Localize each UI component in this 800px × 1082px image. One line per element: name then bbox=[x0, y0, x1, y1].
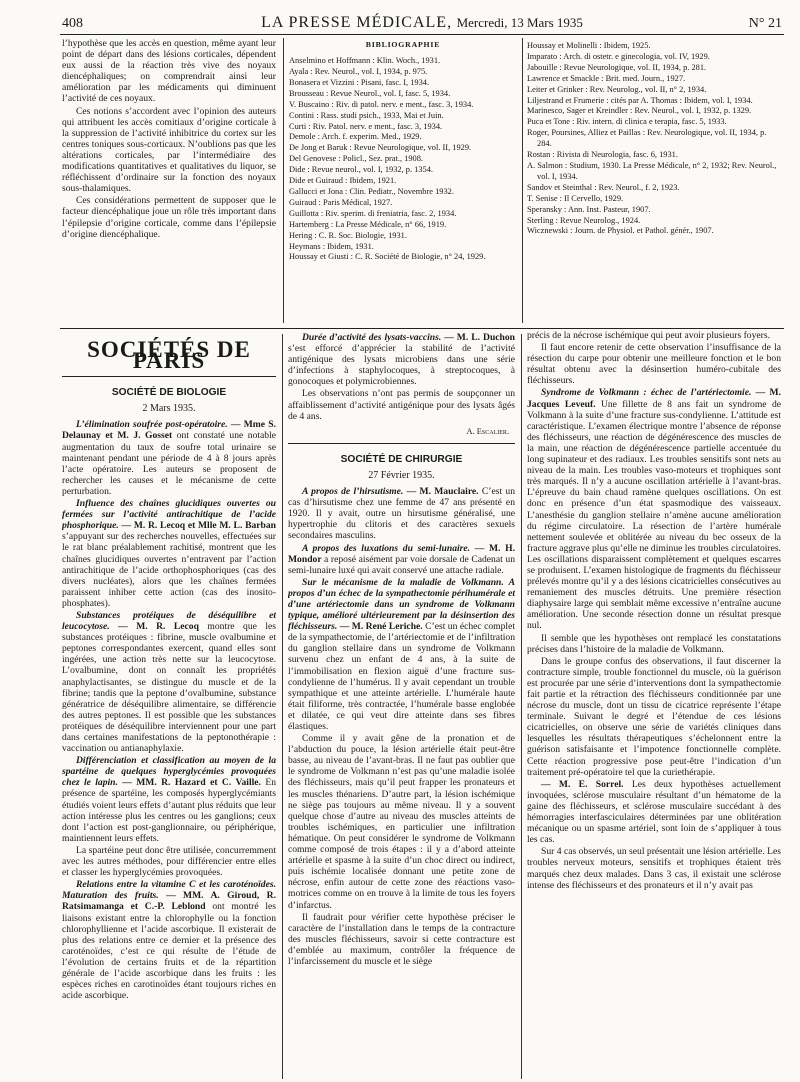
header-rule bbox=[60, 34, 784, 35]
bibliography-entry: Ayala : Rev. Neurol., vol. I, 1934, p. 975. bbox=[289, 67, 428, 76]
communication bbox=[62, 845, 276, 878]
communication bbox=[62, 419, 276, 497]
society-heading: SOCIÉTÉ DE BIOLOGIE bbox=[111, 387, 227, 399]
communication-text: Il faudrait pour vérifier cette hypothèse préciser le caractère de l’installation dans le temps de la contracture des muscles fléchisseurs, savoir si cette contracture est d’emblée au maximum, contrôler la fréquence de l’infarcissement du muscle et le siège bbox=[288, 911, 515, 967]
bibliography-entry: Marinesco, Sager et Kreindler : Rev. Neurol., vol. I, 1932, p. 1329. bbox=[527, 106, 752, 116]
communication-text: Les deux hypothèses actuellement invoquées, sclérose musculaire résultant d’un hématome de la gaine des fléchisseurs, et sclérose musculaire succédant à des hémorragies interfasciculaires déterminées par une oblitération mécanique ou un spasme artériel, sont loin de s’appliquer à tous les cas. bbox=[527, 778, 781, 846]
bibliography-entry: Del Genovese : Policl., Sez. prat., 1908. bbox=[289, 154, 423, 164]
bibliography-entry: T. Senise : Il Cervello, 1929. bbox=[527, 193, 624, 203]
communication-text: ont montré les liaisons existant entre la chlorophylle ou la fonction chlorophyllienne et l’acide ascorbique. Il existerait de plus des relations entre ce dernier et la présence des caroténoïdes, c’est ce qui résulte de l’étude de l’évolution de certains fruits et de la répartition générale de l’acide ascorbique dans les fruits : les espèces riches en carotinoïdes étant toujours riches en acide ascorbique. bbox=[62, 901, 276, 1002]
communication-title: Relations entre la vitamine C et les caroténoïdes. Maturation des fruits. bbox=[62, 879, 276, 902]
page-number: 408 bbox=[62, 16, 83, 31]
communication-authors: — M. Mauclaire. bbox=[406, 486, 482, 498]
communication-authors: — M. H. Mondor bbox=[288, 542, 515, 565]
paragraph: l’hypothèse que les accès en question, même ayant leur point de départ dans des lésions corticales, dépendent eux aussi de la réaction très vive des noyaux diencéphaliques; on comprendrait ainsi leur amélioration par les médicaments qui diminuent l’activité de ces noyaux. bbox=[62, 38, 276, 105]
column-divider bbox=[522, 38, 523, 323]
communication bbox=[527, 633, 781, 655]
communication-text: montre que les substances protéiques : fibrine, muscle ovalbumine et peptones correspondantes exercent, quand elles sont ingérées, une action très nette sur la leucocytose. L’ovalbumine, dont on connaît les propriétés anaphylactisantes, se distingue du muscle et de la fibrine; tandis que la peptone d’ovalbumine, substance génératrice de déséquilibre alimentaire, se différencie des autres peptones. Il est possible que les substances protéiques de déséquilibre interviennent pour une part dans certaines manifestations de la peptonothérapie : vaccination ou antianaphylaxie. bbox=[62, 621, 276, 755]
title-rule bbox=[62, 376, 276, 377]
communications-list bbox=[62, 419, 276, 1001]
session-date: 27 Février 1935. bbox=[368, 469, 435, 481]
communication-text: La spartéine peut donc être utilisée, concurremment avec les autres méthodes, pour différencier entre elles et classer les hyperglycémies provoquées. bbox=[62, 844, 276, 879]
communication-text: C’est un cas d’hirsutisme chez une femme de 47 ans présenté en 1920. Il y avait, outre un hirsutisme généralisé, une hypertrophie du clitoris et des caractères sexuels secondaires masculins. bbox=[288, 486, 515, 542]
communication-title: L’élimination soufrée post-opératoire. bbox=[76, 419, 231, 431]
communication-text: précis de la nécrose ischémique qui peut avoir plusieurs foyers. bbox=[527, 330, 770, 341]
communication-title: A propos de l’hirsutisme. bbox=[302, 486, 407, 498]
society-heading: SOCIÉTÉ DE CHIRURGIE bbox=[340, 453, 463, 465]
communication bbox=[62, 610, 276, 754]
communication-text: Sur 4 cas observés, un seul présentait une lésion artérielle. Les troubles nerveux moteurs, sensitifs et trophiques étaient très marqués chez deux malades. Dans 3 cas, il existait une sclérose intense des fléchisseurs et des pronateurs et il n’y avait pas bbox=[527, 846, 781, 891]
communication-authors: — M. R. Lecoq bbox=[118, 621, 208, 633]
bibliography-entry: Jabouille : Revue Neurologique, vol. II, 1934, p. 281. bbox=[527, 62, 707, 72]
bibliography-entry: Guiraud : Paris Médical, 1927. bbox=[289, 197, 393, 207]
bibliography-entry: Sterling : Revue Neurolog., 1924. bbox=[527, 215, 641, 225]
bibliography-entry: Rostan : Rivista di Neurologia, fasc. 6, 1931. bbox=[527, 150, 678, 160]
bibliography-entry: Heymans : Ibidem, 1931. bbox=[289, 241, 374, 251]
separator-rule bbox=[288, 443, 515, 444]
communication-authors: — M. E. Sorrel. bbox=[541, 778, 632, 790]
section-rule bbox=[60, 328, 784, 329]
bibliography-entry: A. Salmon : Studium, 1930. La Presse Médicale, n° 2, 1932; Rev. Neurol., vol. I, 1934. bbox=[527, 160, 777, 181]
bibliography-entry: Liljestrand et Frumerie : cités par A. Thomas : Ibidem, vol. I, 1934. bbox=[527, 95, 753, 105]
communication-title: Influence des chaînes glucidiques ouvertes ou fermées sur l’activité antirachitique de l’acide phosphorique. bbox=[62, 498, 276, 532]
communication bbox=[527, 846, 781, 890]
communication-title: Sur le mécanisme de la maladie de Volkmann. A propos d’un échec de la sympathectomie périhumérale et d’une artériectomie dans un syndrome de Volkmann typique, amélioré ultérieurement par la désinsertion des fléchisseurs. bbox=[288, 576, 515, 633]
communication-text: En présence de spartéine, les composés hyperglycémiants étudiés voient leurs effets d’autant plus réduits que leur action intéresse plus les centres ou les ganglions; ceux dont l’action est post-ganglionnaire, ou périphérique, maintiennent leurs effets. bbox=[62, 777, 276, 844]
communication-text: a reposé aisément par voie dorsale de Cadenat un semi-lunaire luxé qui avait conservé une attache radiale. bbox=[288, 553, 515, 576]
signature: A. Escalier. bbox=[466, 426, 509, 436]
column-divider bbox=[283, 38, 284, 323]
communication bbox=[527, 779, 781, 846]
communication-text: s’appuyant sur des recherches nouvelles, effectuées sur le rat blanc préalablement rachitisé, montrent que les chaînes glucidiques ouvertes n’entravent par l’action antirachitique de l’acide orthophosphoriques (cas des divers nucléates), alors que les chaînes fermées paraissent inhiber cette action (cas des inosito-phosphates). bbox=[62, 531, 276, 609]
communication-text: Dans le groupe confus des observations, il faut discerner la contracture simple, trouble fonctionnel du muscle, où la guérison est procurée par une série d’interventions dont la sympathectomie fait partie et la rétraction des fléchisseurs conditionnée par une nécrose du muscle, dont un tissu de cicatrice représente l’étape terminale. Suivant le degré et l’étendue de ces lésions cicatricielles, on observe une série de variétés cliniques dans lesquelles les résultats thérapeutiques s’échelonnent entre la guérison satisfaisante et l’impotence fonctionnelle complète. Cette réaction progressive pose peut-être l’indication d’un traitement pré-opératoire tel que la curiethérapie. bbox=[527, 655, 781, 778]
communication bbox=[288, 486, 515, 541]
issue-date: Mercredi, 13 Mars 1935 bbox=[456, 15, 583, 30]
bibliography-list bbox=[289, 56, 517, 263]
bibliography-entry: Houssay et Giusti : C. R. Société de Biologie, n° 24, 1929. bbox=[289, 252, 486, 262]
communication-text: Il faut encore retenir de cette observation l’insuffisance de la résection du carpe pour obtenir une meilleure fonction et le bon résultat obtenu avec la désinsertion huméro-cubitale des fléchisseurs. bbox=[527, 342, 781, 387]
communication-title: Syndrome de Volkmann : échec de l’artériectomie. bbox=[541, 387, 756, 399]
journal-name: LA PRESSE MÉDICALE, bbox=[261, 14, 453, 31]
section-title: SOCIÉTÉS DE PARIS bbox=[87, 337, 251, 374]
communication-authors: — M. L. Duchon bbox=[444, 332, 515, 343]
paragraph: Ces notions s’accordent avec l’opinion des auteurs qui attribuent les accès comitiaux d’origine corticale à la suppression de l’activité inhibitrice du cortex sur les centres toniques sous-corticaux. N’oublions pas que les altérations corticales, par l’intermédiaire des modifications quantitatives et qualitatives du liquor, se réfléchissent d’ordinaire sur la fonction des noyaux sous-thalamiques. bbox=[62, 105, 276, 195]
bibliography-entry: Dide et Guiraud : Ibidem, 1921. bbox=[289, 176, 397, 186]
communication-title: Différenciation et classification au moyen de la spartéine de quelques hyperglycémies provoquées chez le lapin. bbox=[62, 755, 276, 789]
bibliography-entry: Houssay et Molinelli : Ibidem, 1925. bbox=[527, 41, 651, 50]
bibliography-entry: Hartemberg : La Presse Médicale, n° 66, 1919. bbox=[289, 219, 447, 229]
communication bbox=[288, 912, 515, 967]
column-divider bbox=[521, 334, 522, 1079]
bibliography-entry: Roger, Poursines, Alliez et Paillas : Rev. Neurologique, vol. II, 1934, p. 284. bbox=[527, 128, 767, 149]
communication-authors: — M. René Leriche. bbox=[339, 621, 426, 633]
communication-title: Durée d’activité des lysats-vaccins. bbox=[302, 332, 445, 343]
bibliography-entry: Lawrence et Smackle : Brit. med. Journ., 1927. bbox=[527, 73, 686, 83]
bibliography-entry: Bonasera et Vizzini : Pisani, fasc. I, 1934. bbox=[289, 77, 430, 87]
bibliography-entry: Dide : Revue neurol., vol. I, 1932, p. 1354. bbox=[289, 165, 433, 175]
communication-text: Comme il y avait gêne de la pronation et de l’abduction du pouce, la lésion artérielle était peut-être basse, au niveau de l’avant-bras. Il ne faut pas oublier que le syndrome de Volkmann n’est pas qu’une maladie isolée des fléchisseurs, mais qu’il peut frapper les pronateurs et les muscles thénariens. D’autre part, la lésion ischémique ne siège pas toujours au même niveau. Il y a souvent quelque chose d’autre au niveau des muscles atteints de troubles ischémiques, en particulier une infiltration hématique. On peut considérer le syndrome de Volkmann comme composé de trois étapes : il y a d’abord atteinte artérielle et spasme à la suite d’un choc direct ou indirect, puis ischémie localisée donnant une petite zone de nécrose, enfin autour de cette zone des réactions vaso-motrices comme on en trouve à la limite de tous les foyers d’infarctus. bbox=[288, 733, 515, 911]
communication-authors: — Mme S. Delaunay et M. J. Gosset bbox=[62, 419, 276, 442]
bibliography-entry: Demole : Arch. f. experim. Med., 1929. bbox=[289, 132, 422, 142]
bibliography-col-1 bbox=[289, 37, 517, 263]
communication bbox=[527, 387, 781, 631]
communication-title: A propos des luxations du semi-lunaire. bbox=[302, 542, 475, 554]
communication-text: C’est un échec complet de la sympathectomie, de l’artériectomie et de l’infiltration du ganglion stellaire dans un syndrome de Volkmann survenu chez un enfant de 4 ans, à la suite de l’immobilisation en flexion aiguë d’une fracture sus-condylienne de l’humérus. Il y avait cependant un trouble sympathique et une atteinte artérielle. L’humérale haute était filiforme, très contractée, l’humérale basse englobée et dilatée, ce qui veut dire atteinte dans ses fibres élastiques. bbox=[288, 621, 515, 732]
communication bbox=[288, 388, 515, 421]
bibliography-entry: Speransky : Ann. Inst. Pasteur, 1907. bbox=[527, 204, 651, 214]
bibliography-entry: Curti : Riv. Patol. nerv. e ment., fasc. 3, 1934. bbox=[289, 121, 443, 131]
communication bbox=[527, 342, 781, 386]
bibliography-entry: Brousseau : Revue Neurol., vol. I, fasc. 5, 1934. bbox=[289, 88, 451, 98]
article-continuation bbox=[62, 38, 276, 241]
communication bbox=[527, 330, 781, 341]
bibliography-entry: V. Buscaino : Riv. di patol. nerv. e ment., fasc. 3, 1934. bbox=[289, 99, 474, 109]
bibliography-entry: Wicznewski : Journ. de Physiol. et Pathol. génér., 1907. bbox=[527, 226, 714, 236]
communication bbox=[62, 498, 276, 609]
paragraph: Ces considérations permettent de supposer que le facteur diencéphalique joue un rôle très important dans l’épilepsie d’origine corticale, comme dans l’épilepsie d’origine diencéphalique. bbox=[62, 195, 276, 240]
communication-authors: — M. R. Lecoq et Mlle M. L. Barban bbox=[121, 520, 276, 532]
communication-text: Une fillette de 8 ans fait un syndrome de Volkmann à la suite d’une fracture sus-condylienne. L’attitude est caractéristique. L’examen électrique montre l’absence de réponse des fléchisseurs, une réaction de dégénérescence des muscles de la main, une réaction de dégénérescence partielle accentuée du long supinateur et des radiaux. Les troubles sensitifs sont nets au niveau de la main. Les troubles vaso-moteurs et trophiques sont très marqués. Il n’y a aucune oscillation artérielle à l’avant-bras. L’épreuve du bain chaud ramène quelques oscillations. On est donc en présence d’un état spasmodique des vaisseaux. L’anesthésie du ganglion stellaire n’amène aucune amélioration du régime circulatoire. La résection de l’artère humérale nettement soulevée et oblitérée au niveau du bec osseux de la fracture aggrave plus qu’elle ne diminue les troubles circulatoires. Les oscillations disparaissent complètement et quelques escarres se produisent. L’examen histologique de fragments du fléchisseur prélevés montre qu’il y a des lésions cicatricielles consécutives au remaniement des muscles détruits. Une première résection diaphysaire large qui semblait même excessive n’entraîne aucune amélioration. Une seconde résection donne un résultat presque nul. bbox=[527, 398, 781, 632]
communication-text: Il semble que les hypothèses ont remplacé les constatations précises dans l’histoire de la maladie de Volkmann. bbox=[527, 632, 781, 655]
communication-authors: — MM. A. Giroud, R. Ratsimamanga et C.-P. Leblond bbox=[62, 890, 276, 913]
communications-list bbox=[288, 332, 515, 422]
bibliography-entry: De Jong et Baruk : Revue Neurologique, vol. II, 1929. bbox=[289, 143, 472, 153]
bibliography-entry: Hering : C. R. Soc. Biologie, 1931. bbox=[289, 230, 407, 240]
column-divider bbox=[282, 334, 283, 1079]
bibliography-entry: Sandov et Steinthal : Rev. Neurol., f. 2, 1923. bbox=[527, 182, 680, 192]
communication bbox=[62, 879, 276, 1001]
bibliography-list bbox=[527, 41, 781, 237]
communication-text: s’est efforcé d’apprécier la stabilité de l’activité antigénique des lysats microbiens dans une série d’infections à staphylocoques, à streptocoques, à gonocoques et polymicrobiennes. bbox=[288, 343, 515, 388]
bibliography-entry: Imparato : Arch. di ostetr. e ginecologia, vol. IV, 1929. bbox=[527, 51, 710, 61]
bibliography-entry: Anselmino et Hoffmann : Klin. Woch., 1931. bbox=[289, 56, 441, 66]
communication-authors: — M. Jacques Leveuf. bbox=[527, 387, 781, 410]
communication-text: ont constaté une notable augmentation du taux de soufre total urinaire se maintenant pendant une période de 4 à 8 jours après l’acte opératoire. Les auteurs se proposent de rechercher les causes et le mécanisme de cette perturbation. bbox=[62, 430, 276, 497]
issue-number: N° 21 bbox=[748, 16, 782, 31]
bibliography-col-2 bbox=[527, 41, 781, 237]
communication bbox=[288, 577, 515, 732]
bibliography-entry: Contini : Rass. studi psich., 1933, Mai et Juin. bbox=[289, 110, 444, 120]
societes-column-1 bbox=[62, 332, 276, 1080]
communications-list bbox=[527, 330, 781, 891]
journal-title-line bbox=[62, 14, 782, 32]
societes-column-3 bbox=[527, 330, 781, 1080]
communication bbox=[288, 332, 515, 387]
communication bbox=[288, 733, 515, 911]
communication-text: Les observations n’ont pas permis de soupçonner un affaiblissement d’activité antigénique pour des lysats âgés de 4 ans. bbox=[288, 388, 515, 422]
communications-list bbox=[288, 486, 515, 967]
bibliography-entry: Puca et Tone : Riv. intern. di clinica e terapia, fasc. 5, 1933. bbox=[527, 117, 727, 127]
bibliography-entry: Gallucci et Jona : Clin. Pediatr., Novembre 1932. bbox=[289, 186, 454, 196]
societes-column-2 bbox=[288, 332, 515, 1080]
bibliography-entry: Guillotta : Riv. sperim. di freniatria, fasc. 2, 1934. bbox=[289, 208, 457, 218]
communication bbox=[288, 543, 515, 576]
communication bbox=[62, 755, 276, 844]
session-date: 2 Mars 1935. bbox=[142, 403, 196, 415]
bibliography-entry: Leiter et Grinker : Rev. Neurolog., vol. II, n° 2, 1934. bbox=[527, 84, 707, 94]
bibliography-heading: BIBLIOGRAPHIE bbox=[365, 40, 441, 49]
communication-title: Substances protéiques de déséquilibre et leucocytose. bbox=[62, 609, 276, 633]
page-header bbox=[62, 10, 782, 32]
communication bbox=[527, 656, 781, 778]
communication-authors: — MM. R. Hazard et C. Vaille. bbox=[122, 777, 266, 789]
